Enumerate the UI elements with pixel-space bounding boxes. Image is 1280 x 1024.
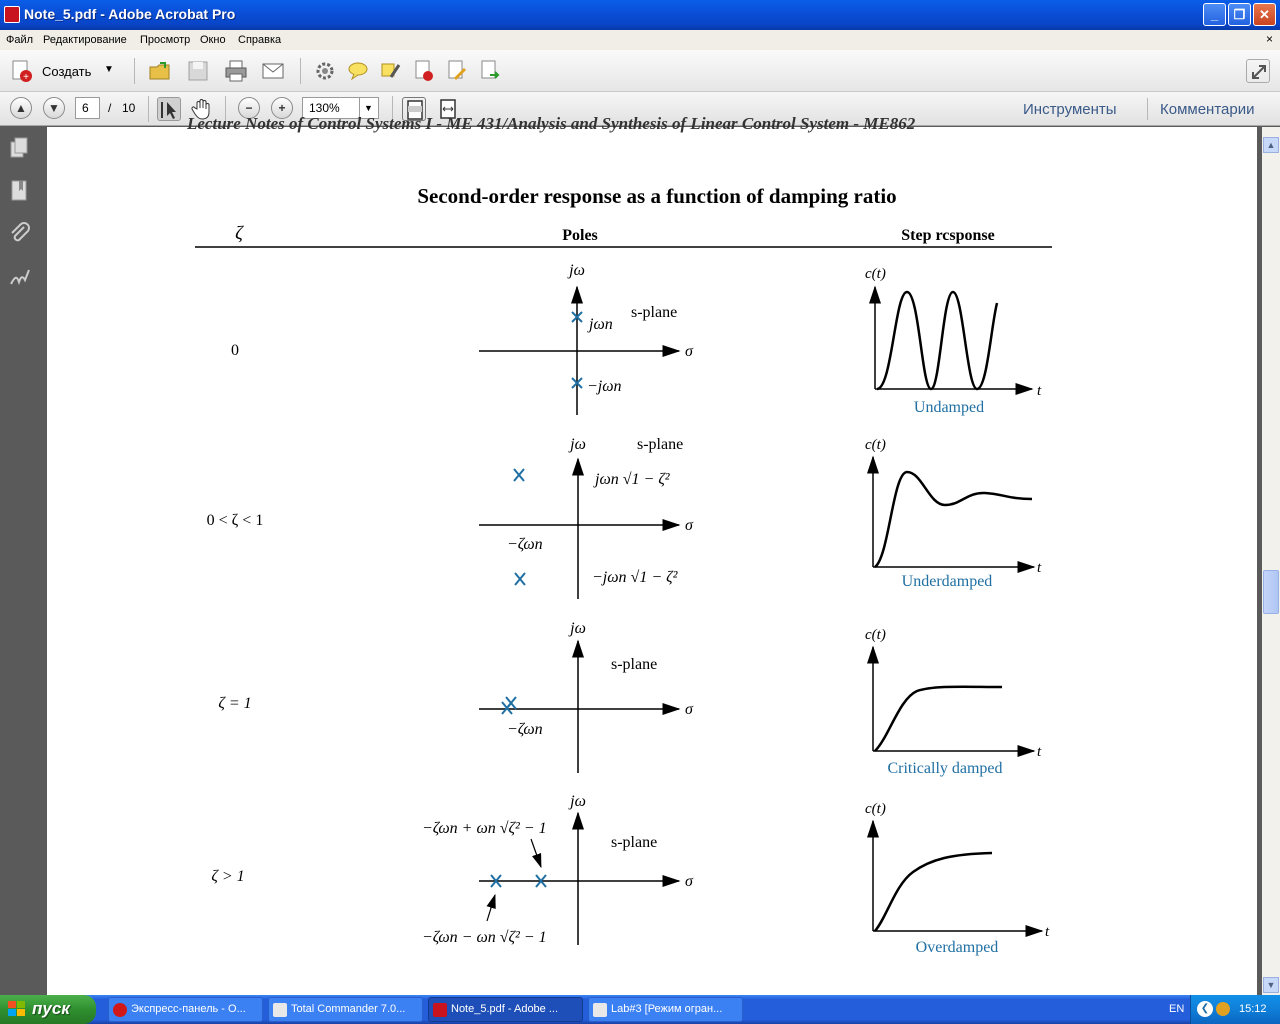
- scroll-thumb[interactable]: [1263, 570, 1279, 614]
- tray-expand-icon[interactable]: ❮: [1197, 1001, 1213, 1017]
- signatures-icon[interactable]: [9, 266, 31, 288]
- total-commander-icon: [273, 1003, 287, 1017]
- open-folder-icon[interactable]: [148, 59, 172, 83]
- s-plane-plot: [479, 436, 694, 599]
- step-response-plot: [865, 627, 1042, 777]
- response-curve: [875, 472, 1032, 567]
- taskbar-item-opera[interactable]: [108, 997, 263, 1022]
- step-response-plot: [865, 801, 1050, 956]
- pole-label-bottom: −jωn √1 − ζ²: [592, 569, 678, 586]
- zoom-input[interactable]: 130%: [302, 97, 360, 119]
- menu-help[interactable]: Справка: [238, 34, 282, 46]
- real-part-label: −ζωn: [507, 536, 543, 553]
- navigation-panel: [0, 127, 42, 995]
- toolbar-divider: [134, 58, 135, 84]
- create-pdf-icon: [10, 59, 34, 83]
- toolbar-divider: [1147, 98, 1148, 120]
- t-label: t: [1045, 924, 1050, 940]
- email-icon[interactable]: [261, 59, 285, 83]
- toolbar-divider: [300, 58, 301, 84]
- scroll-up-arrow-icon[interactable]: ▲: [1263, 137, 1279, 153]
- menu-bar: [0, 30, 1280, 50]
- ct-label: c(t): [865, 437, 886, 453]
- t-label: t: [1037, 744, 1042, 760]
- vertical-scrollbar[interactable]: [1262, 127, 1280, 995]
- expand-icon[interactable]: [1246, 59, 1270, 83]
- taskbar-item-total-commander[interactable]: [268, 997, 423, 1022]
- pole-label-top: jωn: [589, 316, 613, 333]
- comment-icon[interactable]: [346, 59, 370, 83]
- s-plane-plot: [479, 620, 694, 773]
- taskbar-item-acrobat[interactable]: [428, 997, 583, 1022]
- jw-label: jω: [569, 262, 585, 279]
- row-zeta-value: 0 < ζ < 1: [206, 512, 264, 529]
- s-plane-plot: [479, 262, 694, 415]
- save-icon[interactable]: [186, 59, 210, 83]
- taskbar: [0, 995, 1280, 1024]
- s-plane-label: s-plane: [637, 436, 684, 453]
- response-caption: Overdamped: [915, 939, 999, 956]
- pole-label-top: −ζωn + ωn √ζ² − 1: [422, 820, 547, 837]
- column-poles: Poles: [562, 227, 598, 244]
- page-thumbnails-icon[interactable]: [9, 137, 31, 159]
- ct-label: c(t): [865, 801, 886, 817]
- menu-edit[interactable]: Редактирование: [43, 34, 127, 46]
- document-viewport[interactable]: [42, 114, 1262, 995]
- toolbar-divider: [148, 96, 149, 122]
- pole-arrow: [487, 895, 495, 921]
- svg-text:+: +: [23, 72, 29, 83]
- maximize-button[interactable]: ❐: [1228, 3, 1251, 26]
- close-button[interactable]: ✕: [1253, 3, 1276, 26]
- response-caption: Critically damped: [887, 760, 1003, 777]
- pole-label-bottom: −jωn: [587, 378, 622, 395]
- t-label: t: [1037, 383, 1042, 399]
- menu-close-doc-icon[interactable]: ×: [1266, 32, 1274, 46]
- bookmarks-icon[interactable]: [9, 180, 31, 202]
- s-plane-label: s-plane: [611, 656, 658, 673]
- title-bar: [0, 0, 1280, 30]
- next-page-button[interactable]: ▼: [43, 97, 65, 119]
- tools-panel-button[interactable]: Инструменты: [1023, 101, 1117, 118]
- jw-label: jω: [570, 620, 586, 637]
- system-tray: [1190, 995, 1280, 1024]
- acrobat-icon: [433, 1003, 447, 1017]
- real-part-label: −ζωn: [507, 721, 543, 738]
- highlight-icon[interactable]: [379, 59, 403, 83]
- menu-window[interactable]: Окно: [200, 34, 226, 46]
- chevron-down-icon[interactable]: ▼: [104, 64, 114, 75]
- pole-arrow: [531, 839, 541, 867]
- response-curve: [875, 853, 992, 931]
- comments-panel-button[interactable]: Комментарии: [1160, 101, 1255, 118]
- print-icon[interactable]: [224, 59, 248, 83]
- menu-view[interactable]: Просмотр: [140, 34, 191, 46]
- page-separator: /: [108, 101, 112, 115]
- start-label: пуск: [32, 999, 70, 1018]
- acrobat-app-icon: [4, 6, 20, 23]
- taskbar-item-label: Экспресс-панель - O...: [131, 1003, 246, 1015]
- zoom-out-button[interactable]: −: [238, 97, 260, 119]
- page-figure: [47, 114, 1257, 995]
- row-zeta-value: 0: [231, 342, 239, 359]
- menu-file[interactable]: Файл: [6, 34, 34, 46]
- pole-label-top: jωn √1 − ζ²: [595, 471, 670, 488]
- zoom-in-button[interactable]: +: [271, 97, 293, 119]
- clock: 15:12: [1239, 1003, 1267, 1015]
- tray-app-icon[interactable]: [1216, 1002, 1230, 1016]
- start-button[interactable]: [0, 995, 96, 1024]
- taskbar-item-word[interactable]: [588, 997, 743, 1022]
- select-cursor-icon[interactable]: [157, 97, 181, 121]
- jw-label: jω: [570, 436, 586, 453]
- pole-marker: [514, 469, 524, 481]
- total-pages: 10: [122, 101, 136, 115]
- opera-icon: [113, 1003, 127, 1017]
- pole-label-bottom: −ζωn − ωn √ζ² − 1: [422, 929, 547, 946]
- row-zeta-value: ζ > 1: [211, 868, 245, 885]
- column-step-response: Step rcsponse: [901, 227, 995, 244]
- response-caption: Underdamped: [901, 573, 993, 590]
- response-caption: Undamped: [913, 399, 985, 416]
- scroll-down-arrow-icon[interactable]: ▼: [1263, 977, 1279, 993]
- language-indicator[interactable]: EN: [1169, 1003, 1185, 1015]
- column-zeta: ζ: [235, 223, 243, 244]
- response-curve: [877, 292, 997, 389]
- jw-label: jω: [570, 793, 586, 810]
- sigma-label: σ: [685, 701, 693, 718]
- previous-page-button[interactable]: ▲: [10, 97, 32, 119]
- pole-marker: [502, 702, 512, 714]
- taskbar-item-label: Total Commander 7.0...: [291, 1003, 406, 1015]
- taskbar-item-label: Lab#3 [Режим огран...: [611, 1003, 723, 1015]
- gear-icon[interactable]: [313, 59, 337, 83]
- page-number-input[interactable]: 6: [75, 97, 100, 119]
- t-label: t: [1037, 560, 1042, 576]
- taskbar-item-label: Note_5.pdf - Adobe ...: [451, 1003, 559, 1015]
- export-icon[interactable]: [478, 59, 502, 83]
- create-button[interactable]: Создать: [42, 64, 92, 79]
- response-curve: [875, 687, 1002, 751]
- window-title: Note_5.pdf - Adobe Acrobat Pro: [24, 6, 236, 22]
- page-header-cut: Lecture Notes of Control Systems I - ME 431/Analysis and Synthesis of Linear Control System - ME862: [187, 114, 916, 133]
- step-response-plot: [865, 437, 1042, 590]
- figure-title: Second-order response as a function of damping ratio: [417, 184, 897, 208]
- word-doc-icon: [593, 1003, 607, 1017]
- delete-page-icon[interactable]: [412, 59, 436, 83]
- row-zeta-value: ζ = 1: [218, 695, 252, 712]
- zoom-dropdown-chevron-icon[interactable]: ▼: [359, 97, 379, 119]
- attachments-icon[interactable]: [9, 223, 31, 245]
- sigma-label: σ: [685, 517, 693, 534]
- ct-label: c(t): [865, 266, 886, 282]
- pdf-page: [47, 114, 1257, 995]
- minimize-button[interactable]: _: [1203, 3, 1226, 26]
- windows-flag-icon: [8, 1001, 26, 1018]
- pole-marker: [515, 573, 525, 585]
- ct-label: c(t): [865, 627, 886, 643]
- s-plane-plot: [422, 793, 694, 946]
- sign-icon[interactable]: [445, 59, 469, 83]
- sigma-label: σ: [685, 343, 693, 360]
- step-response-plot: [865, 266, 1042, 416]
- s-plane-label: s-plane: [631, 304, 678, 321]
- s-plane-label: s-plane: [611, 834, 658, 851]
- main-toolbar: [0, 50, 1280, 92]
- sigma-label: σ: [685, 873, 693, 890]
